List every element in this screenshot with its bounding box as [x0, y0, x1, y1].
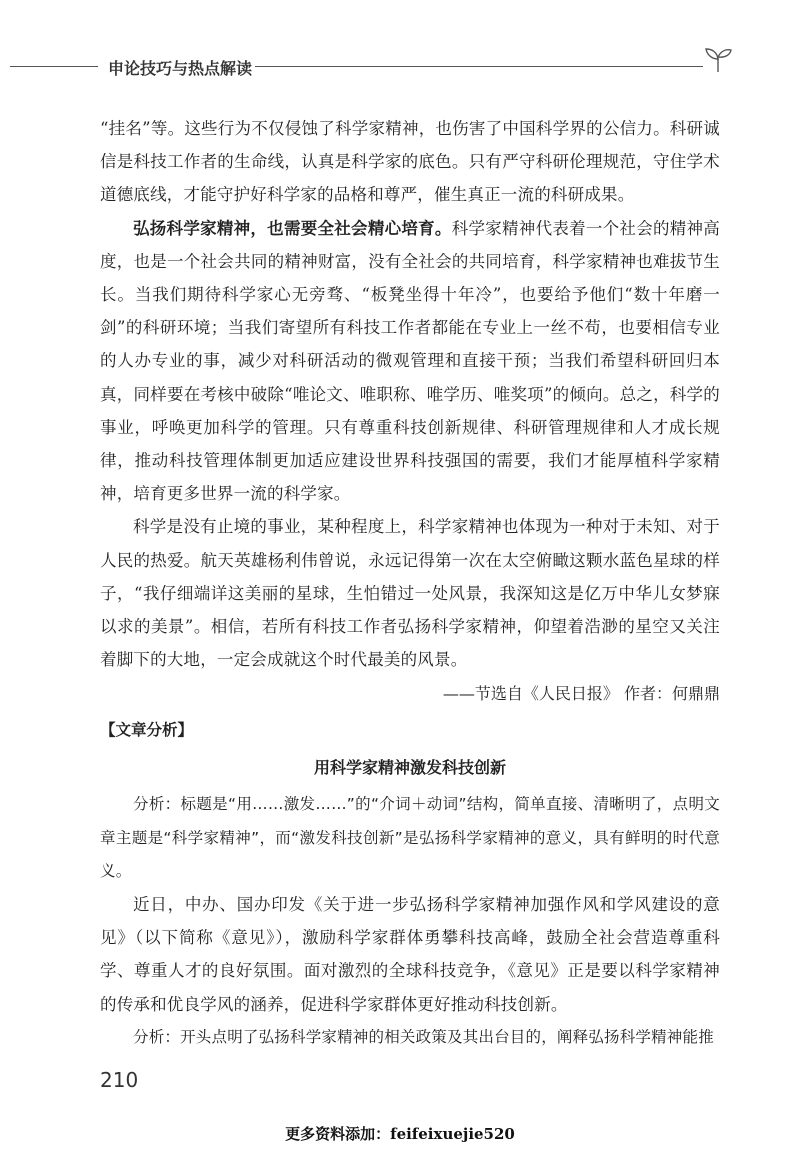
paragraph-2-text: 科学家精神代表着一个社会的精神高度，也是一个社会共同的精神财富，没有全社会的共同培育，科学家精神也难拔节生长。当我们期待科学家心无旁骛、“板凳坐得十年冷”，也要给予他们“数十年磨一剑”的科研环境；当我们寄望所有科技工作者都能在专业上一丝不苟，也要相信专业的人办专业的事，减少对科研活动的微观管理和直接干预；当我们希望科研回归本真，同样要在考核中破除“唯论文、唯职称、唯学历、唯奖项”的倾向。总之，科学的事业，呼唤更加科学的管理。只有尊重科技创新规律、科研管理规律和人才成长规律，推动科技管理体制更加适应建设世界科技强国的需要，我们才能厚植科学家精神，培育更多世界一流的科学家。 [100, 218, 720, 504]
analysis-1: 分析：标题是“用……激发……”的“介词＋动词”结构，简单直接、清晰明了，点明文章主题是“科学家精神”，而“激发科技创新”是弘扬科学家精神的意义，具有鲜明的时代意义。 [100, 795, 720, 880]
section-title: 用科学家精神激发科技创新 [313, 758, 506, 778]
paragraph-2-lead: 弘扬科学家精神，也需要全社会精心培育。 [133, 218, 452, 238]
paragraph-3: 科学是没有止境的事业，某种程度上，科学家精神也体现为一种对于未知、对于人民的热爱。航天英雄杨利伟曾说，永远记得第一次在太空俯瞰这颗水蓝色星球的样子，“我仔细端详这美丽的星球，生怕错过一处风景，我深知这是亿万中华儿女梦寐以求的美景”。相信，若所有科技工作者弘扬科学家精神，仰望着浩渺的星空又关注着脚下的大地，一定会成就这个时代最美的风景。 [100, 517, 720, 670]
header-rule-left [10, 66, 98, 67]
running-header [0, 38, 800, 88]
paragraph-4: 近日，中办、国办印发《关于进一步弘扬科学家精神加强作风和学风建设的意见》（以下简称《意见》），激励科学家群体勇攀科技高峰，鼓励全社会营造尊重科学、尊重人才的良好氛围。面对激烈的全球科技竞争，《意见》正是要以科学家精神的传承和优良学风的涵养，促进科学家群体更好推动科技创新。 [100, 895, 720, 1014]
section-label: 【文章分析】 [100, 721, 194, 740]
page-number: 210 [100, 1068, 139, 1092]
header-rule-right [255, 66, 703, 67]
paragraph-1: “挂名”等。这些行为不仅侵蚀了科学家精神，也伤害了中国科学界的公信力。科研诚信是科技工作者的生命线，认真是科学家的底色。只有严守科研伦理规范，守住学术道德底线，才能守护好科学家的品格和尊严，催生真正一流的科研成果。 [100, 119, 720, 205]
paragraph-2 [100, 212, 720, 511]
article-body [100, 112, 720, 1054]
footer-note: 更多资料添加：feifeixuejie520 [285, 1125, 515, 1143]
article-source: ——节选自《人民日报》 作者：何鼎鼎 [442, 684, 720, 704]
analysis-2: 分析：开头点明了弘扬科学家精神的相关政策及其出台目的，阐释弘扬科学精神能推 [133, 1027, 714, 1046]
sprout-icon [703, 44, 733, 74]
header-title: 申论技巧与热点解读 [108, 59, 253, 78]
